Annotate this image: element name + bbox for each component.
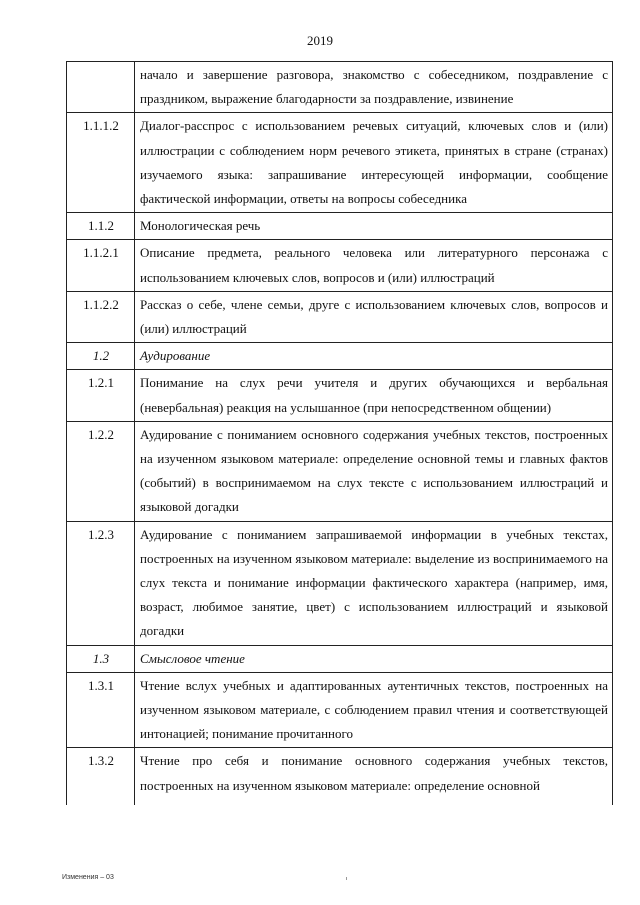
row-text: Чтение вслух учебных и адаптированных аутентичных текстов, построенных на изученном языковом материале, с соблюдением правил чтения и соответствующей интонацией; понимание прочитанного (135, 672, 613, 748)
table-row (67, 62, 613, 113)
table-row (67, 240, 613, 291)
row-code: 1.2.2 (67, 421, 135, 521)
table-row (67, 370, 613, 421)
section-code: 1.3 (67, 645, 135, 672)
section-row (67, 343, 613, 370)
table-row (67, 521, 613, 645)
row-text: Монологическая речь (135, 213, 613, 240)
section-code: 1.2 (67, 343, 135, 370)
section-title: Аудирование (135, 343, 613, 370)
row-text: Диалог-расспрос с использованием речевых ситуаций, ключевых слов и (или) иллюстрации с соблюдением норм речевого этикета, принятых в стране (странах) изучаемого языка: запрашивание интересующей информации, сообщение фактической информации, ответы на вопросы собеседника (135, 113, 613, 213)
section-row (67, 645, 613, 672)
page-footer: Изменения – 03 (62, 874, 114, 881)
row-code: 1.1.2.2 (67, 291, 135, 342)
row-text: Чтение про себя и понимание основного содержания учебных текстов, построенных на изученном языковом материале: определение основной (135, 748, 613, 806)
row-code: 1.1.1.2 (67, 113, 135, 213)
scan-mark (346, 877, 347, 880)
row-text: Аудирование с пониманием основного содержания учебных текстов, построенных на изученном языковом материале: определение основной темы и главных фактов (событий) в воспринимаемом на слух тексте с использованием иллюстраций и языковой догадки (135, 421, 613, 521)
table-row (67, 213, 613, 240)
row-code: 1.1.2.1 (67, 240, 135, 291)
content-table (66, 61, 613, 805)
table-row (67, 113, 613, 213)
page-year-header: 2019 (307, 33, 333, 48)
row-code: 1.2.1 (67, 370, 135, 421)
section-title: Смысловое чтение (135, 645, 613, 672)
row-code: 1.2.3 (67, 521, 135, 645)
table-row (67, 421, 613, 521)
row-text: Описание предмета, реального человека или литературного персонажа с использованием ключевых слов, вопросов и (или) иллюстраций (135, 240, 613, 291)
row-code: 1.3.2 (67, 748, 135, 806)
row-code: 1.1.2 (67, 213, 135, 240)
table-row (67, 672, 613, 748)
row-text: Рассказ о себе, члене семьи, друге с использованием ключевых слов, вопросов и (или) иллюстраций (135, 291, 613, 342)
row-text: Аудирование с пониманием запрашиваемой информации в учебных текстах, построенных на изученном языковом материале: выделение из воспринимаемого на слух текста и понимание информации фактического характера (например, имя, возраст, любимое занятие, цвет) с использованием иллюстраций и языковой догадки (135, 521, 613, 645)
table-row (67, 748, 613, 806)
row-code (67, 62, 135, 113)
table-row (67, 291, 613, 342)
row-text: Понимание на слух речи учителя и других обучающихся и вербальная (невербальная) реакция на услышанное (при непосредственном общении) (135, 370, 613, 421)
row-code: 1.3.1 (67, 672, 135, 748)
row-text: начало и завершение разговора, знакомство с собеседником, поздравление с праздником, выражение благодарности за поздравление, извинение (135, 62, 613, 113)
